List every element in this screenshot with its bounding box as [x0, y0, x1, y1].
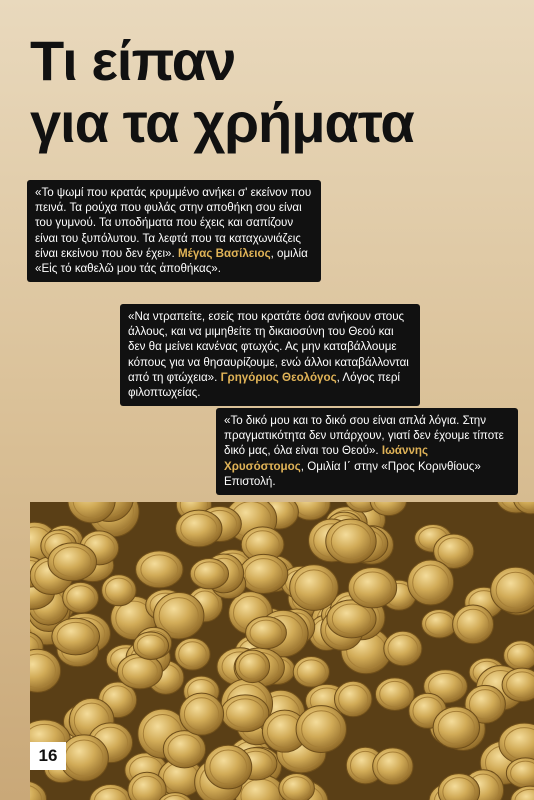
coin	[176, 510, 222, 547]
quote-author: Γρηγόριος Θεολόγος	[220, 370, 337, 384]
coin	[180, 693, 224, 735]
quote-text: «Το ψωμί που κρατάς κρυμμένο ανήκει σ' εκείνον που πεινά. Τα ρούχα που φυλάς στην αποθήκη σου είναι του γυμνού. Τα υποδήματα που έχεις και σαπίζουν είναι του ξυπόλυτου. Τα λεφτά που τα καταχωνιάζεις είναι εκείνου που δεν έχει».	[35, 186, 312, 260]
quote-box-basil	[27, 180, 321, 282]
coin	[63, 582, 99, 613]
coin	[235, 650, 269, 682]
coin	[326, 519, 376, 563]
coin	[504, 641, 534, 670]
coin	[279, 773, 315, 800]
quote-source: , ομιλία «Εἰς τό καθελῶ μου τάς ἀποθήκας».	[35, 246, 308, 276]
coin	[334, 681, 371, 717]
coin	[102, 575, 137, 606]
coin	[190, 559, 228, 589]
coin	[136, 551, 183, 588]
quote-source: , Ομιλία Ι΄ στην «Προς Κορινθίους» Επιστολή.	[224, 459, 481, 488]
coin	[348, 568, 396, 608]
page-number: 16	[30, 742, 66, 770]
coin	[290, 565, 339, 611]
coins-image	[30, 502, 534, 800]
quote-text: «Το δικό μου και το δικό σου είναι απλά λόγια. Στην πραγματικότητα δεν υπάρχουν, γιατί δεν έχουμε τίποτε δικό μας, όλα είναι του Θεού».	[224, 414, 504, 458]
quote-box-gregory	[120, 304, 420, 406]
coin	[491, 567, 534, 613]
coin	[240, 554, 288, 593]
quote-text: «Να ντραπείτε, εσείς που κρατάτε όσα ανήκουν στους άλλους, και να μιμηθείτε τη δικαιοσύνη του Θεού και δεν θα μείνει κανένας φτωχός. Ας μην καταβάλλουμε κόπους για να θησαυρίζουμε, ενώ άλλοι καταβάλλονται από τη φτώχεια».	[128, 310, 409, 384]
coin	[52, 618, 100, 655]
coin	[246, 617, 287, 649]
coin	[433, 707, 479, 749]
page-title	[30, 30, 414, 154]
coin	[373, 748, 413, 785]
coin	[453, 605, 494, 644]
coin	[60, 735, 109, 781]
quote-author: Ιωάννης Χρυσόστομος	[224, 444, 429, 473]
title-line-1: Τι είπαν	[30, 29, 236, 92]
quote-box-chrysostom	[216, 408, 518, 495]
coin	[163, 731, 205, 768]
coin	[422, 609, 458, 638]
title-line-2: για τα χρήματα	[30, 91, 414, 154]
coin	[221, 695, 269, 732]
coins-photo	[30, 502, 534, 800]
coin	[375, 678, 414, 711]
coin	[384, 631, 422, 666]
coin	[408, 560, 454, 605]
coin	[296, 706, 346, 753]
quote-author: Μέγας Βασίλειος	[177, 246, 271, 260]
coin	[175, 638, 210, 670]
coin	[48, 543, 96, 581]
coin	[293, 656, 329, 687]
quote-source: , Λόγος περί φιλοπτωχείας.	[128, 370, 400, 400]
coin	[133, 632, 168, 659]
coin	[205, 745, 252, 789]
